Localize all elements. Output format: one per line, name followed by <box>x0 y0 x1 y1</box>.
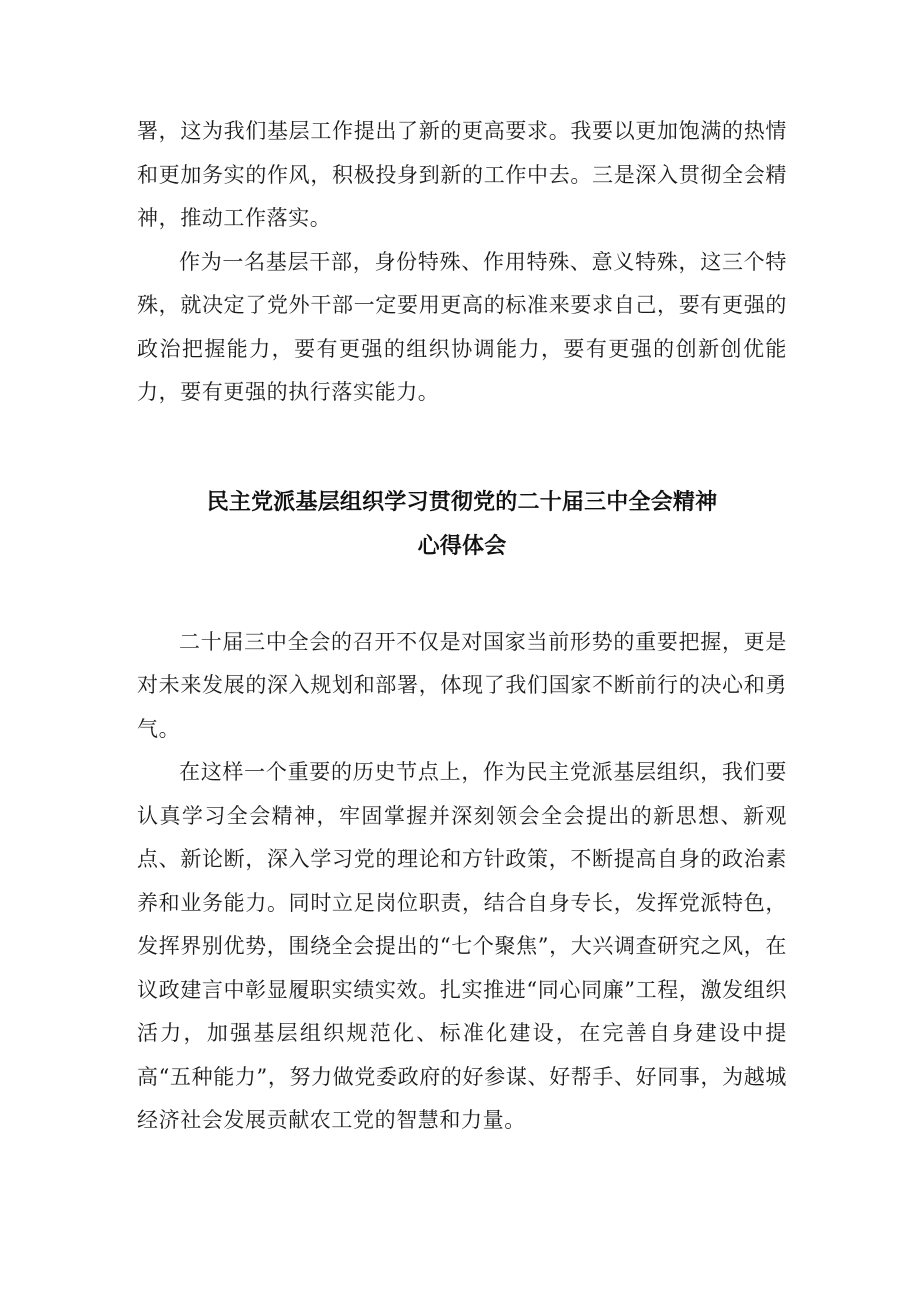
paragraph-organization-tasks: 在这样一个重要的历史节点上，作为民主党派基层组织，我们要认真学习全会精神，牢固掌握并深刻领会全会提出的新思想、新观点、新论断，深入学习党的理论和方针政策，不断提高自身的政治素养和业务能力。同时立足岗位职责，结合自身专长，发挥党派特色，发挥界别优势，围绕全会提出的“七个聚焦”，大兴调查研究之风，在议政建言中彰显履职实绩实效。扎实推进“同心同廉”工程，激发组织活力，加强基层组织规范化、标准化建设，在完善自身建设中提高“五种能力”，努力做党委政府的好参谋、好帮手、好同事，为越城经济社会发展贡献农工党的智慧和力量。 <box>137 760 787 1132</box>
section-title-line2: 心得体会 <box>417 533 507 559</box>
document-content <box>137 110 787 1143</box>
section-title-line1: 民主党派基层组织学习贯彻党的二十届三中全会精神 <box>206 489 718 515</box>
paragraph-grassroots-cadre: 作为一名基层干部，身份特殊、作用特殊、意义特殊，这三个特殊，就决定了党外干部一定要用更高的标准来要求自己，要有更强的政治把握能力，要有更强的组织协调能力，要有更强的创新创优能力，要有更强的执行落实能力。 <box>137 249 787 404</box>
paragraph-continued: 署，这为我们基层工作提出了新的更高要求。我要以更加饱满的热情和更加务实的作风，积极投身到新的工作中去。三是深入贯彻全会精神，推动工作落实。 <box>137 119 787 230</box>
paragraph-plenum-intro: 二十届三中全会的召开不仅是对国家当前形势的重要把握，更是对未来发展的深入规划和部署，体现了我们国家不断前行的决心和勇气。 <box>137 629 787 741</box>
section-title <box>137 481 787 569</box>
